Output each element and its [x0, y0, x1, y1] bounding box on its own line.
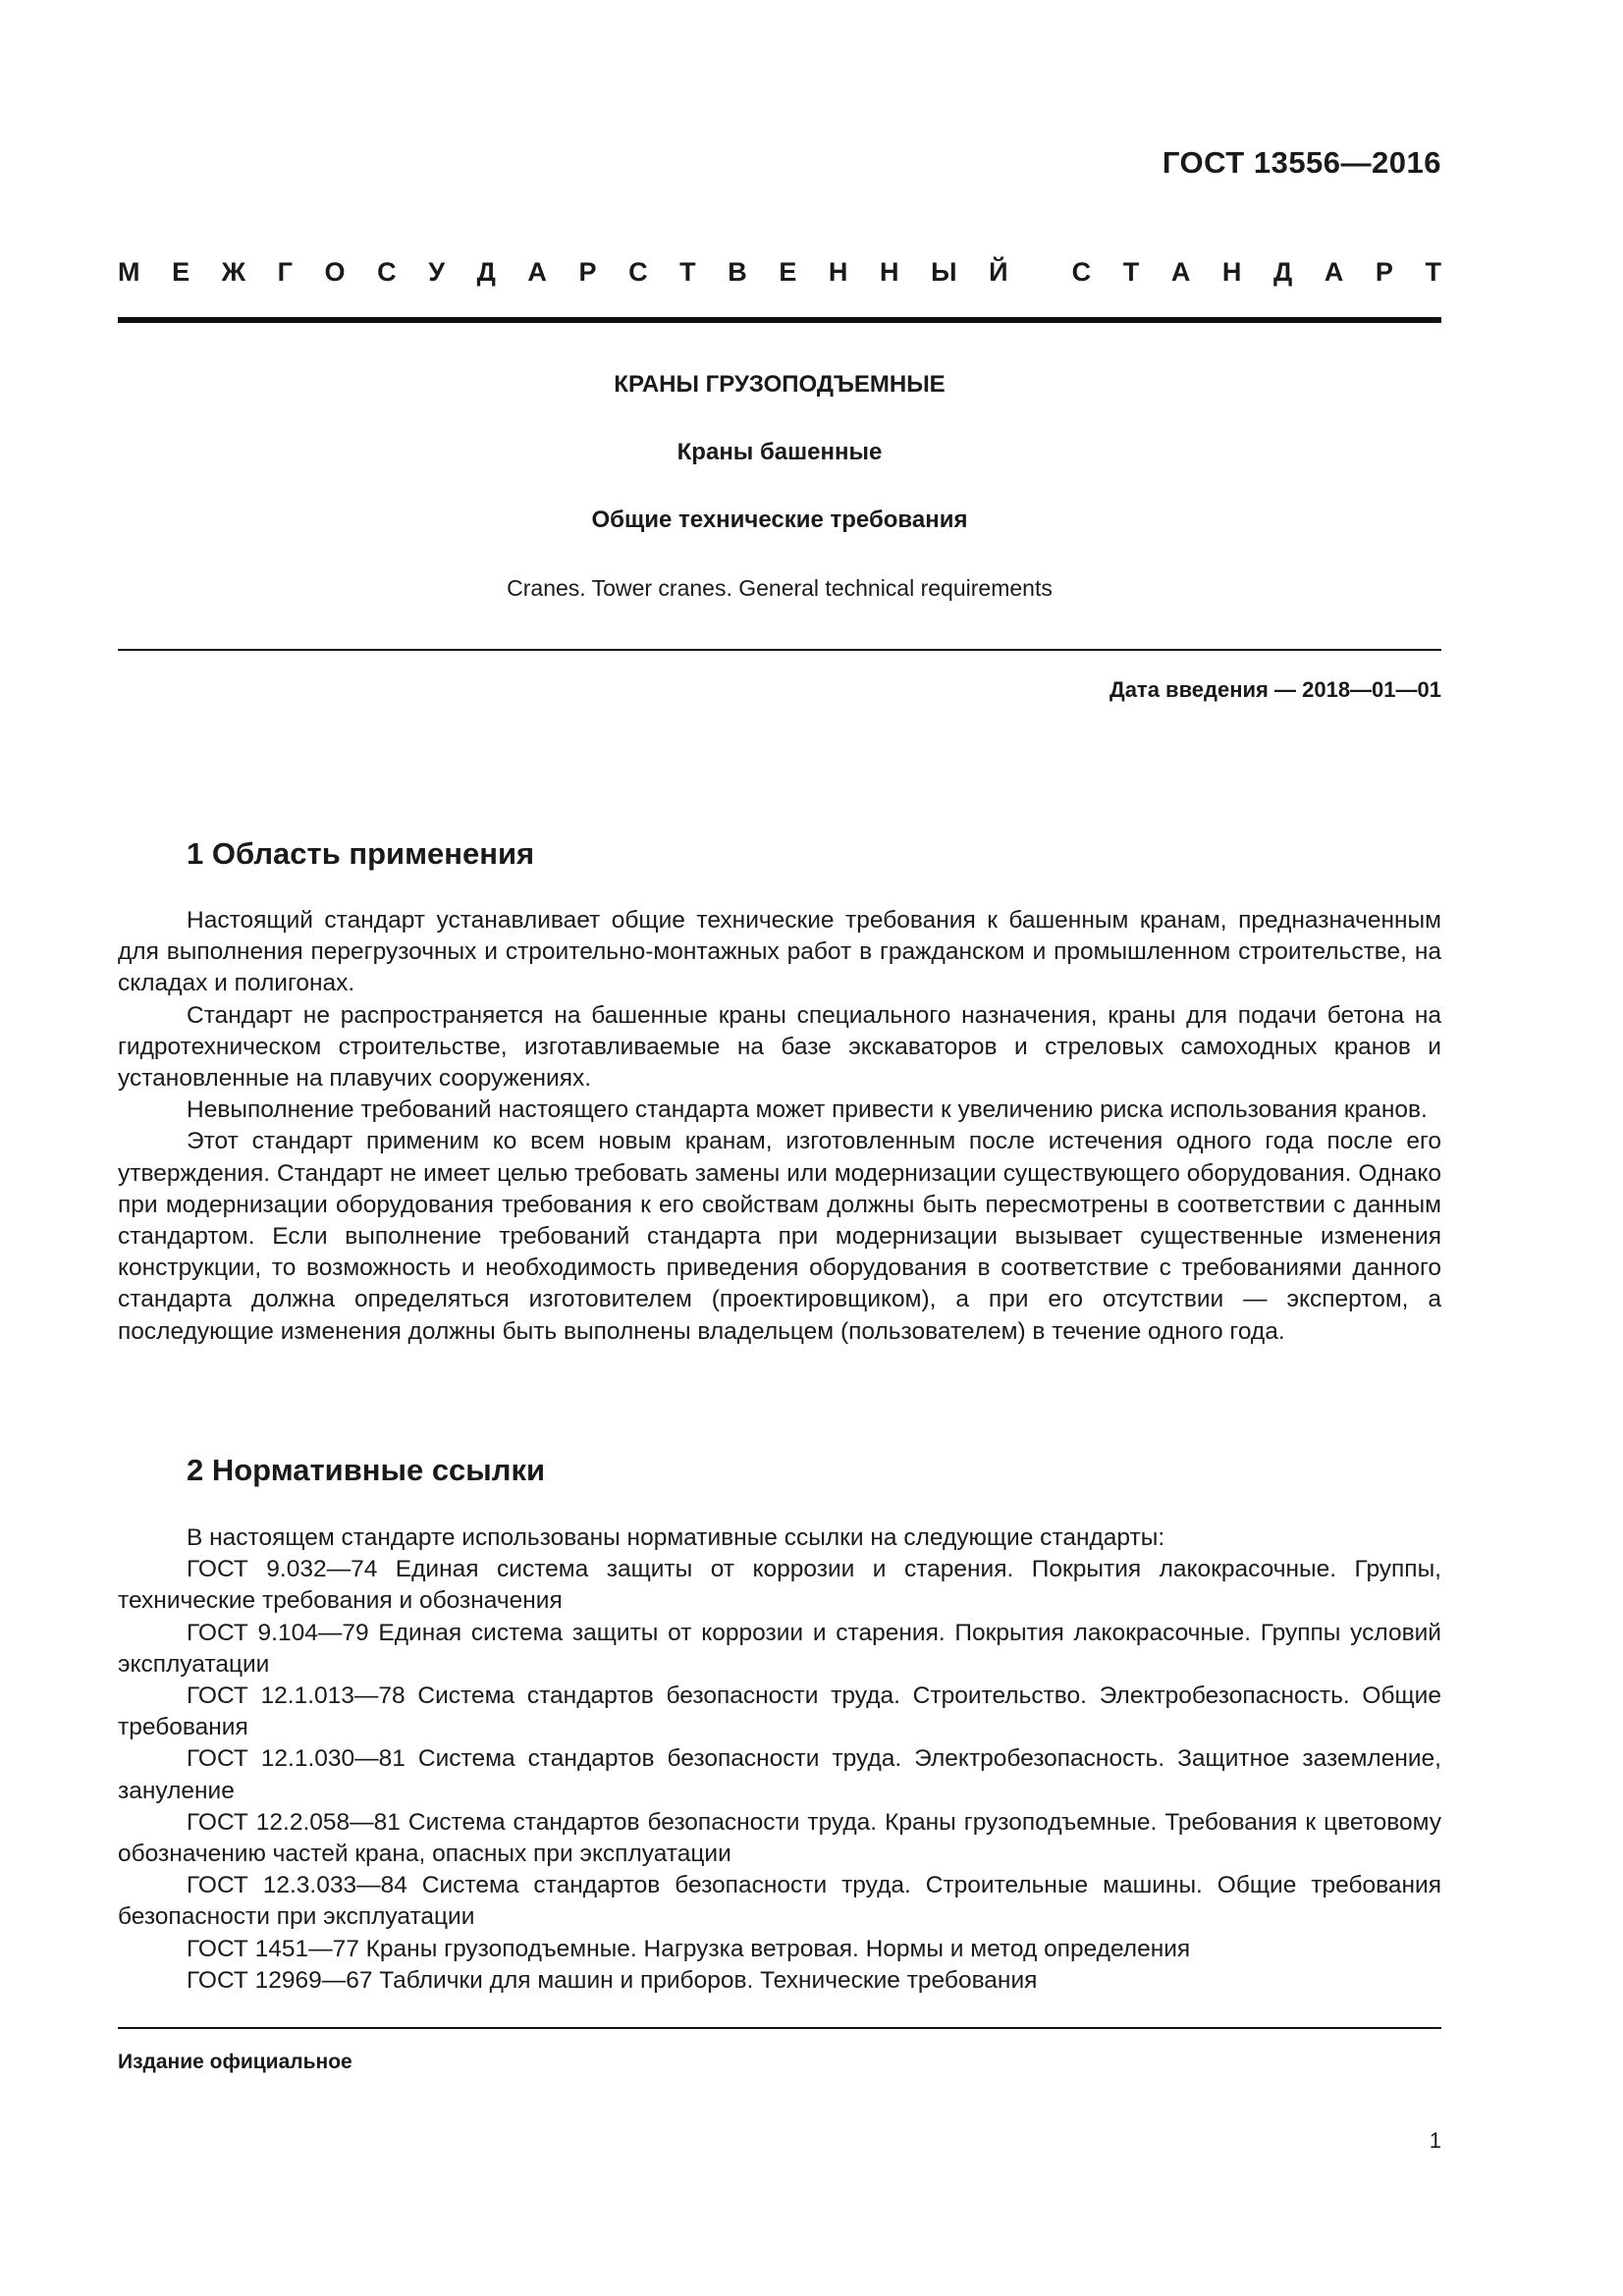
standard-type-letter: Р [578, 257, 597, 287]
standard-type-letter: С [377, 257, 397, 287]
reference-item: ГОСТ 9.032—74 Единая система защиты от коррозии и старения. Покрытия лакокрасочные. Группы, технические требования и обозначения [118, 1556, 1441, 1615]
standard-type-letter: Ы [931, 257, 957, 287]
reference-item: ГОСТ 12.3.033—84 Система стандартов безопасности труда. Строительные машины. Общие требования безопасности при эксплуатации [118, 1872, 1441, 1931]
paragraph: В настоящем стандарте использованы нормативные ссылки на следующие стандарты: [187, 1524, 1165, 1551]
standard-type-letter: А [1324, 257, 1344, 287]
reference-item: ГОСТ 12.1.030—81 Система стандартов безопасности труда. Электробезопасность. Защитное заземление, зануление [118, 1745, 1441, 1804]
standard-type-letter: Д [1272, 257, 1293, 287]
standard-type-letter: Г [277, 257, 293, 287]
standard-type-letter: Т [1122, 257, 1140, 287]
title-divider [118, 649, 1441, 651]
reference-item: ГОСТ 12969—67 Таблички для машин и приборов. Технические требования [187, 1966, 1038, 1994]
reference-item: ГОСТ 1451—77 Краны грузоподъемные. Нагрузка ветровая. Нормы и метод определения [187, 1935, 1191, 1962]
standard-type-letter: Д [476, 257, 496, 287]
reference-item: ГОСТ 12.1.013—78 Система стандартов безопасности труда. Строительство. Электробезопасность. Общие требования [118, 1682, 1441, 1741]
standard-type-letter: В [728, 257, 747, 287]
section-body-references [118, 1522, 1441, 1997]
standard-type-letter: Й [989, 257, 1008, 287]
standard-type-letter: Ж [221, 257, 246, 287]
document-subtitle: Краны башенные [676, 439, 883, 465]
section-body-scope [118, 905, 1441, 1348]
standard-type-letter: Т [679, 257, 696, 287]
reference-item: ГОСТ 9.104—79 Единая система защиты от коррозии и старения. Покрытия лакокрасочные. Группы условий эксплуатации [118, 1619, 1441, 1678]
standard-type-letter: А [527, 257, 547, 287]
footer-divider [118, 2027, 1441, 2029]
standard-type-letter: Е [172, 257, 190, 287]
standard-type-letter: Е [779, 257, 797, 287]
standard-type-letter: М [118, 257, 140, 287]
document-title: КРАНЫ ГРУЗОПОДЪЕМНЫЕ [614, 371, 946, 398]
standard-type-letter: Н [828, 257, 848, 287]
page-number: 1 [1429, 2128, 1441, 2153]
section-heading-references: 2 Нормативные ссылки [187, 1453, 546, 1487]
standard-type-letter: Н [880, 257, 899, 287]
standard-type-letter: У [428, 257, 446, 287]
standard-type-letter: Т [1425, 257, 1441, 287]
edition-label: Издание официальное [118, 2051, 352, 2073]
standard-type-letter: Н [1221, 257, 1242, 287]
standard-type-letter: С [1071, 257, 1092, 287]
standard-type-letter: Р [1375, 257, 1393, 287]
document-number: ГОСТ 13556—2016 [1162, 145, 1441, 180]
standard-type-letter: А [1170, 257, 1191, 287]
reference-item: ГОСТ 12.2.058—81 Система стандартов безопасности труда. Краны грузоподъемные. Требования к цветовому обозначению частей крана, опасных при эксплуатации [118, 1808, 1441, 1868]
english-title: Cranes. Tower cranes. General technical requirements [507, 575, 1053, 601]
standard-type-letter: С [628, 257, 648, 287]
standard-type-heading [118, 257, 1441, 288]
section-heading-scope: 1 Область применения [187, 836, 535, 871]
paragraph: Настоящий стандарт устанавливает общие технические требования к башенным кранам, предназначенным для выполнения перегрузочных и строительно-монтажных работ в гражданском и промышленном строительстве, на складах и полигонах. [118, 907, 1441, 997]
paragraph: Невыполнение требований настоящего стандарта может привести к увеличению риска использования кранов. [187, 1096, 1428, 1124]
standard-type-letter: О [324, 257, 346, 287]
header-divider [118, 317, 1441, 323]
paragraph: Стандарт не распространяется на башенные краны специального назначения, краны для подачи бетона на гидротехническом строительстве, изготавливаемые на базе экскаваторов и стреловых самоходных кранов и установленные на плавучих сооружениях. [118, 1001, 1441, 1093]
introduction-date: Дата введения — 2018—01—01 [1109, 677, 1441, 702]
paragraph: Этот стандарт применим ко всем новым кранам, изготовленным после истечения одного года после его утверждения. Стандарт не имеет целью требовать замены или модернизации существующего оборудования. Однако при модернизации оборудования требования к его свойствам должны быть пересмотрены в соответствии с данным стандартом. Если выполнение требований стандарта при модернизации вызывает существенные изменения конструкции, то возможность и необходимость приведения оборудования в соответствие с требованиями данного стандарта должна определяться изготовителем (проектировщиком), а при его отсутствии — экспертом, а последующие изменения должны быть выполнены владельцем (пользователем) в течение одного года. [118, 1128, 1441, 1345]
document-subtitle-2: Общие технические требования [591, 507, 968, 533]
